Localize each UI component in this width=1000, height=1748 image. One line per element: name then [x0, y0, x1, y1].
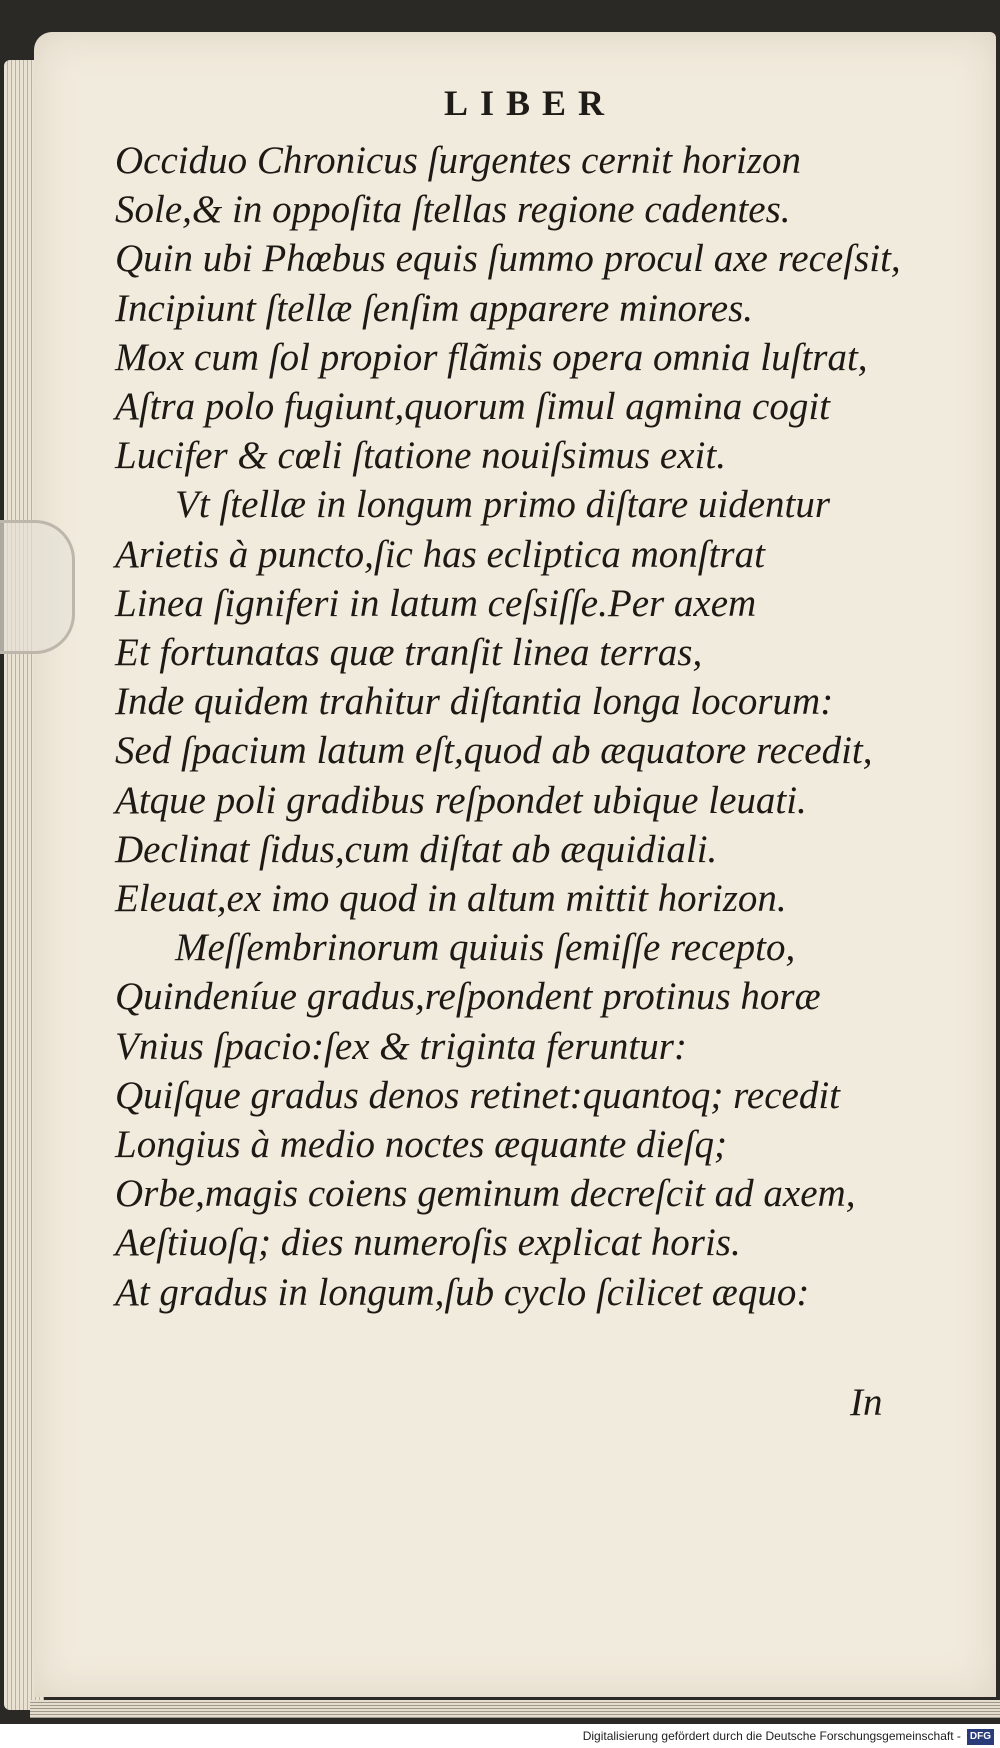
- verse-line: Aſtra polo fugiunt,quorum ſimul agmina cogit: [115, 385, 831, 429]
- digitization-footer: [0, 1724, 1000, 1748]
- verse-line: Meſſembrinorum quiuis ſemiſſe recepto,: [175, 926, 796, 970]
- verse-line: Et fortunatas quæ tranſit linea terras,: [115, 631, 703, 675]
- verse-line: Atque poli gradibus reſpondet ubique leuati.: [115, 778, 807, 822]
- verse-line: Declinat ſidus,cum diſtat ab æquidiali.: [115, 827, 718, 871]
- verse-line: At gradus in longum,ſub cyclo ſcilicet æquo:: [115, 1270, 810, 1314]
- verse-line: Vnius ſpacio:ſex & triginta feruntur:: [115, 1024, 687, 1068]
- verse-line: Quiſque gradus denos retinet:quantoq; recedit: [115, 1073, 840, 1117]
- verse-line: Inde quidem trahitur diſtantia longa locorum:: [115, 680, 834, 724]
- verse-line: Lucifer & cœli ſtatione nouiſsimus exit.: [115, 434, 726, 478]
- verse-line: Mox cum ſol propior flãmis opera omnia luſtrat,: [115, 335, 868, 379]
- verse-line: Quin ubi Phœbus equis ſummo procul axe receſsit,: [115, 237, 901, 281]
- verse-line: Incipiunt ſtellæ ſenſim apparere minores.: [115, 286, 753, 330]
- running-head: LIBER: [443, 83, 617, 123]
- verse-line: Longius à medio noctes æquante dieſq;: [115, 1123, 728, 1167]
- dfg-logo: DFG: [967, 1729, 994, 1745]
- verse-line: Sed ſpacium latum eſt,quod ab æquatore recedit,: [115, 729, 873, 773]
- verse-line: Sole,& in oppoſita ſtellas regione cadentes.: [115, 188, 791, 232]
- bookmark-ribbon: [0, 520, 75, 654]
- verse-line: Linea ſigniferi in latum ceſsiſſe.Per axem: [115, 581, 757, 625]
- verse-line: Vt ſtellæ in longum primo diſtare uidentur: [175, 483, 831, 527]
- verse-line: Occiduo Chronicus ſurgentes cernit horizon: [115, 139, 802, 182]
- funding-credit: Digitalisierung gefördert durch die Deutsche Forschungsgemeinschaft -: [582, 1729, 961, 1743]
- verse-line: Orbe,magis coiens geminum decreſcit ad axem,: [115, 1172, 856, 1216]
- verse-line: Eleuat,ex imo quod in altum mittit horizon.: [115, 877, 787, 921]
- verse-line: Quindeníue gradus,reſpondent protinus horæ: [115, 975, 821, 1019]
- page-bottom-edge: [30, 1700, 1000, 1718]
- verse-line: Arietis à puncto,ſic has ecliptica monſtrat: [115, 532, 765, 576]
- catchword: In: [850, 1381, 883, 1424]
- verse-line: Aeſtiuoſq; dies numeroſis explicat horis.: [115, 1221, 741, 1265]
- verse-text: [115, 136, 965, 1317]
